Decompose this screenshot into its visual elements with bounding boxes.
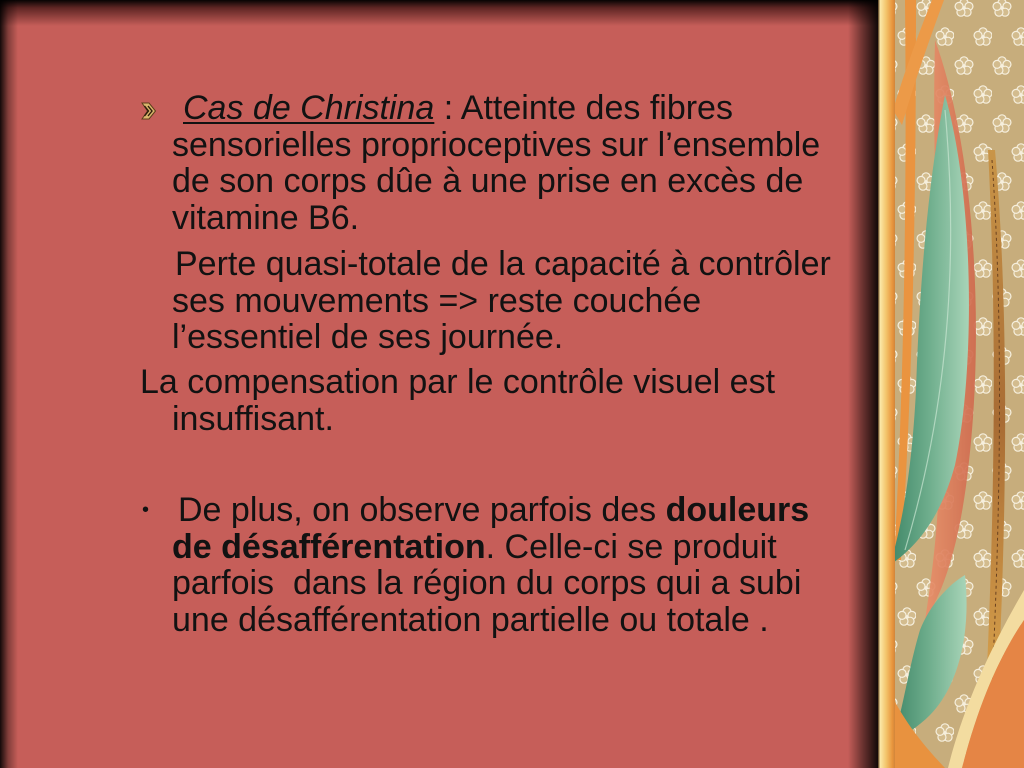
decorative-side-panel <box>878 0 1024 768</box>
pain-description-text: . Celle-ci se produit parfois dans la région du corps qui a subi une désafférentation partielle ou totale . <box>172 527 811 639</box>
top-edge-shadow <box>0 0 880 26</box>
list-bullet: • <box>142 499 150 521</box>
left-edge-shadow <box>0 0 18 768</box>
pain-term-bold: douleurs de désafférentation <box>172 491 819 566</box>
case-description: : Atteinte des fibres sensorielles proprioceptives sur l’ensemble de son corps dûe à une prise en excès de vitamine B6. <box>172 89 830 237</box>
paragraph-loss-of-control <box>140 246 840 356</box>
bullet-paragraph-deafferentation-pain <box>140 492 840 638</box>
gold-edge-stripe <box>878 0 895 768</box>
bullet-paragraph-christina-case <box>140 90 840 236</box>
loss-of-control-text: Perte quasi-totale de la capacité à contrôler ses mouvements => reste couchée l’essentiel de ses journée. <box>172 245 841 356</box>
visual-compensation-text: La compensation par le contrôle visuel est insuffisant. <box>140 363 785 438</box>
ornament-bullet-icon <box>140 101 157 121</box>
paragraph-visual-compensation <box>140 364 840 437</box>
slide-body-text <box>140 90 840 638</box>
case-title: Cas de Christina <box>183 89 435 127</box>
right-edge-shadow <box>848 0 880 768</box>
pain-intro-text: De plus, on observe parfois des <box>178 491 666 529</box>
